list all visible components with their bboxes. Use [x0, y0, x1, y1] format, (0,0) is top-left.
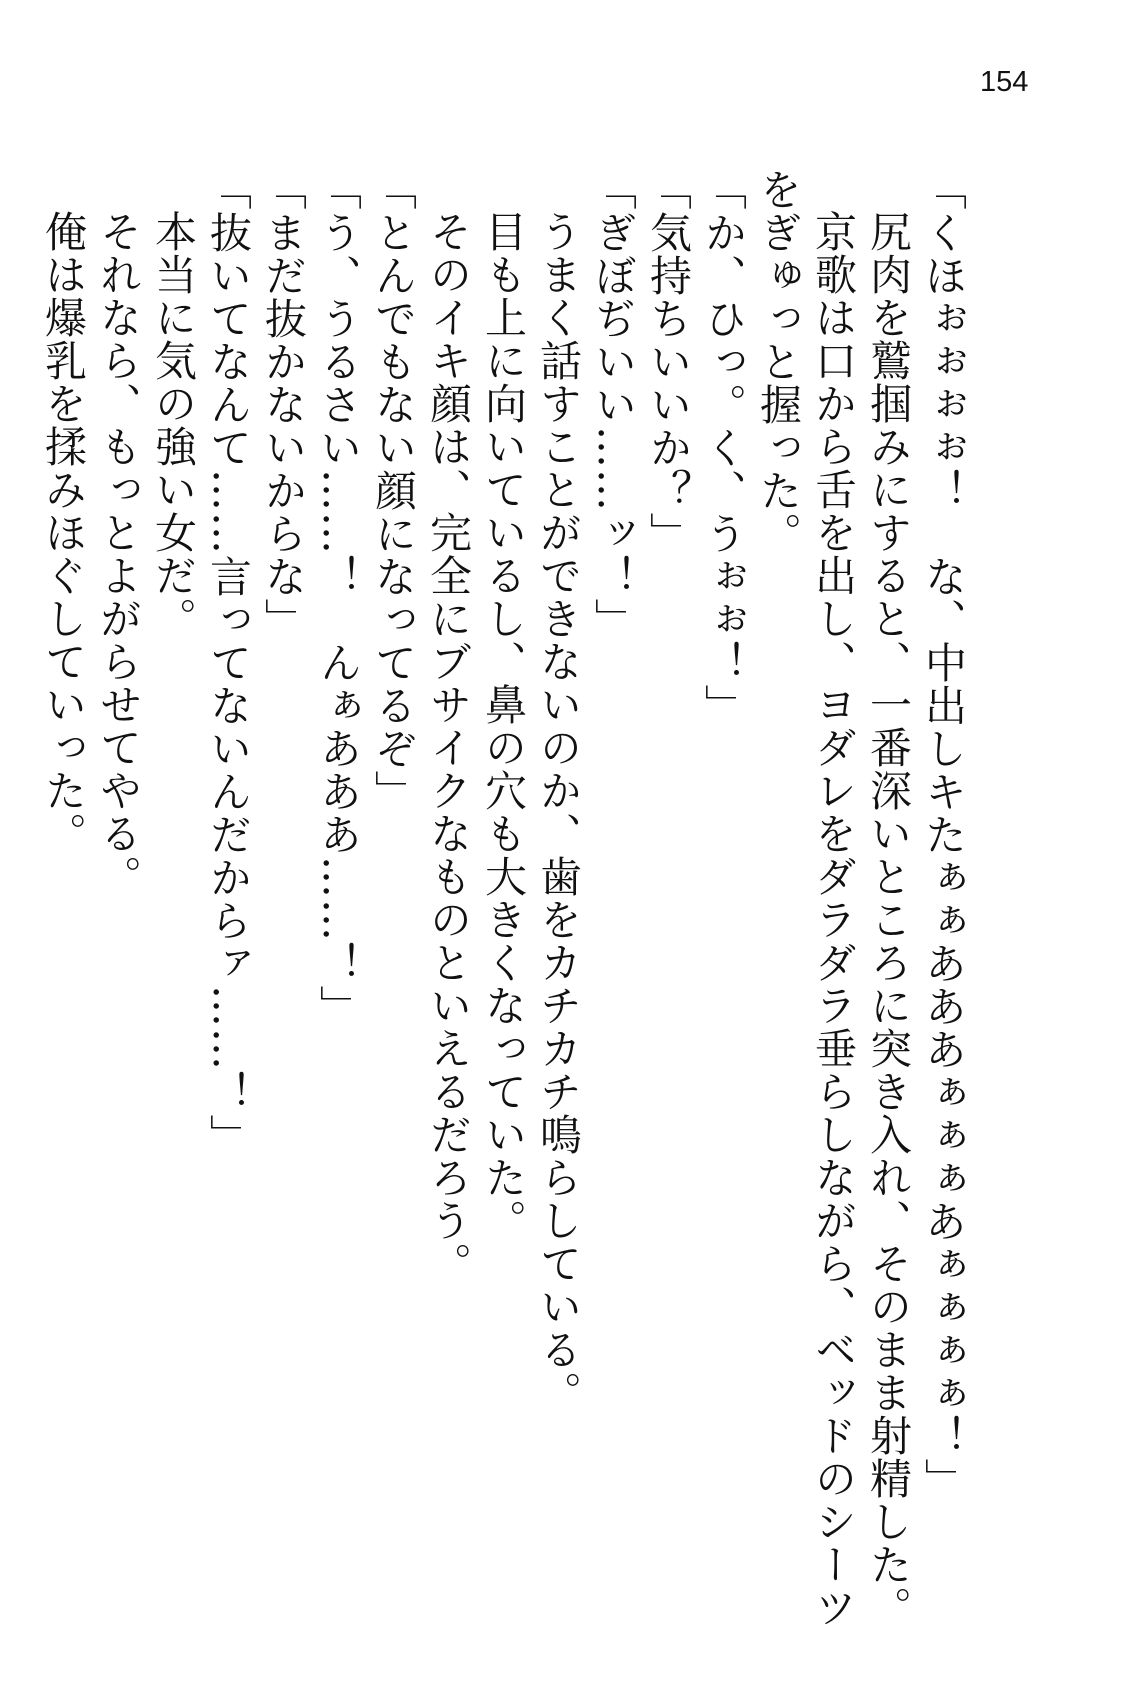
text-line: 尻肉を鷲掴みにすると、一番深いところに突き入れ、そのまま射精した。	[864, 210, 913, 1629]
text-line: 「まだ抜かないからな」	[259, 168, 308, 641]
text-line: 本当に気の強い女だ。	[149, 210, 198, 640]
page-number: 154	[980, 66, 1029, 98]
text-line: うまく話すことができないのか、歯をカチカチ鳴らしている。	[534, 210, 583, 1414]
text-line: 「ぎぼぢいい……ッ！」	[589, 168, 638, 641]
text-line: 「う、うるさい……！ んぁあああ……！」	[314, 168, 363, 1028]
text-line: そのイキ顔は、完全にブサイクなものといえるだろう。	[424, 210, 473, 1285]
text-line: 「か、ひっ。く、うぉぉ！」	[699, 168, 748, 727]
text-line: 京歌は口から舌を出し、ヨダレをダラダラ垂らしながら、ベッドのシーツをぎゅっと握った。	[754, 168, 858, 1629]
text-line: 「くほぉぉぉぉ！ な、中出しキたぁぁあああぁぁぁあぁぁぁぁ！」	[919, 168, 968, 1501]
text-line: それなら、もっとよがらせてやる。	[94, 210, 143, 898]
text-line: 「気持ちいいか？」	[644, 168, 693, 555]
text-line: 「とんでもない顔になってるぞ」	[369, 168, 418, 813]
text-line: 「抜いてなんて……言ってないんだからァ……！」	[204, 168, 253, 1157]
text-line: 俺は爆乳を揉みほぐしていった。	[39, 210, 88, 855]
vertical-text-body	[36, 168, 971, 1638]
text-line: 目も上に向いているし、鼻の穴も大きくなっていた。	[479, 210, 528, 1242]
